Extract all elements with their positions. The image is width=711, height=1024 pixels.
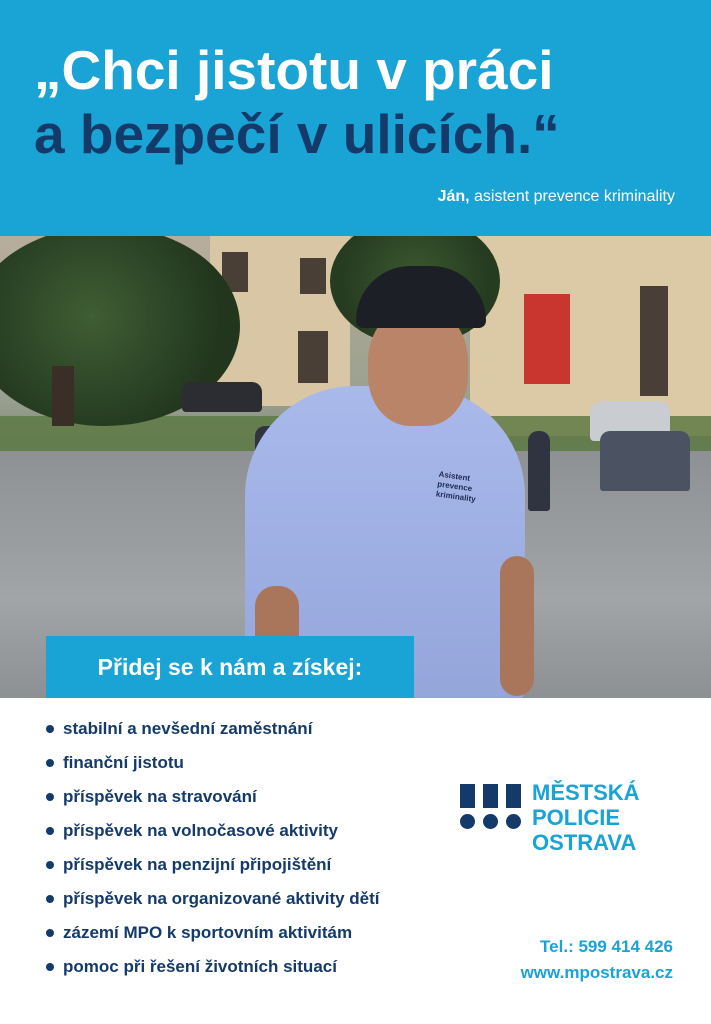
shop-sign bbox=[524, 294, 570, 384]
phone-number: Tel.: 599 414 426 bbox=[540, 937, 673, 956]
list-item-label: příspěvek na organizované aktivity dětí bbox=[63, 889, 380, 908]
bullet-icon bbox=[46, 793, 54, 801]
logo-dot bbox=[506, 814, 521, 829]
list-item-label: zázemí MPO k sportovním aktivitám bbox=[63, 923, 353, 942]
logo-line: MĚSTSKÁ bbox=[532, 780, 640, 805]
list-item-label: příspěvek na penzijní připojištění bbox=[63, 855, 332, 874]
call-to-action-banner: Přidej se k nám a získej: bbox=[46, 636, 414, 698]
list-item-label: příspěvek na volnočasové aktivity bbox=[63, 821, 338, 840]
logo-bar bbox=[460, 784, 475, 808]
list-item bbox=[46, 746, 380, 780]
logo-bar bbox=[506, 784, 521, 808]
mpo-logo bbox=[460, 780, 680, 864]
headline-line-2: a bezpečí v ulicích.“ bbox=[34, 103, 560, 165]
attribution bbox=[438, 188, 675, 206]
list-item bbox=[46, 882, 380, 916]
list-item-label: pomoc při řešení životních situací bbox=[63, 957, 337, 976]
car bbox=[182, 382, 262, 412]
building-right bbox=[470, 236, 711, 436]
header-banner bbox=[0, 0, 711, 236]
bullet-icon bbox=[46, 759, 54, 767]
logo-dot bbox=[483, 814, 498, 829]
window bbox=[298, 331, 328, 383]
list-item bbox=[46, 950, 380, 984]
bullet-icon bbox=[46, 963, 54, 971]
list-item bbox=[46, 916, 380, 950]
list-item-label: finanční jistotu bbox=[63, 753, 184, 772]
logo-bar bbox=[483, 784, 498, 808]
tree-trunk bbox=[52, 366, 74, 426]
background-person bbox=[528, 431, 550, 511]
bullet-icon bbox=[46, 861, 54, 869]
list-item-label: příspěvek na stravování bbox=[63, 787, 257, 806]
hero-photo bbox=[0, 236, 711, 698]
bullet-icon bbox=[46, 929, 54, 937]
window bbox=[300, 258, 326, 294]
bullet-icon bbox=[46, 895, 54, 903]
background-people bbox=[600, 431, 690, 491]
logo-line: OSTRAVA bbox=[532, 830, 637, 855]
list-item bbox=[46, 712, 380, 746]
logo-text bbox=[532, 780, 640, 855]
shirt-print: Asistent prevence kriminality bbox=[435, 469, 477, 504]
man-arm bbox=[500, 556, 534, 696]
headline bbox=[34, 38, 560, 166]
website-link[interactable]: www.mpostrava.cz bbox=[520, 963, 673, 982]
logo-exclamation-icon bbox=[460, 784, 524, 830]
list-item bbox=[46, 814, 380, 848]
contact-info bbox=[521, 934, 673, 986]
attribution-name: Ján, bbox=[437, 188, 470, 205]
bullet-icon bbox=[46, 827, 54, 835]
attribution-role: asistent prevence kriminality bbox=[469, 188, 675, 205]
list-item bbox=[46, 780, 380, 814]
list-item-label: stabilní a nevšední zaměstnání bbox=[63, 719, 313, 738]
window bbox=[640, 286, 668, 396]
headline-line-1: „Chci jistotu v práci bbox=[34, 39, 554, 101]
benefits-list bbox=[46, 712, 380, 984]
logo-line: POLICIE bbox=[532, 805, 621, 830]
logo-dot bbox=[460, 814, 475, 829]
bullet-icon bbox=[46, 725, 54, 733]
list-item bbox=[46, 848, 380, 882]
